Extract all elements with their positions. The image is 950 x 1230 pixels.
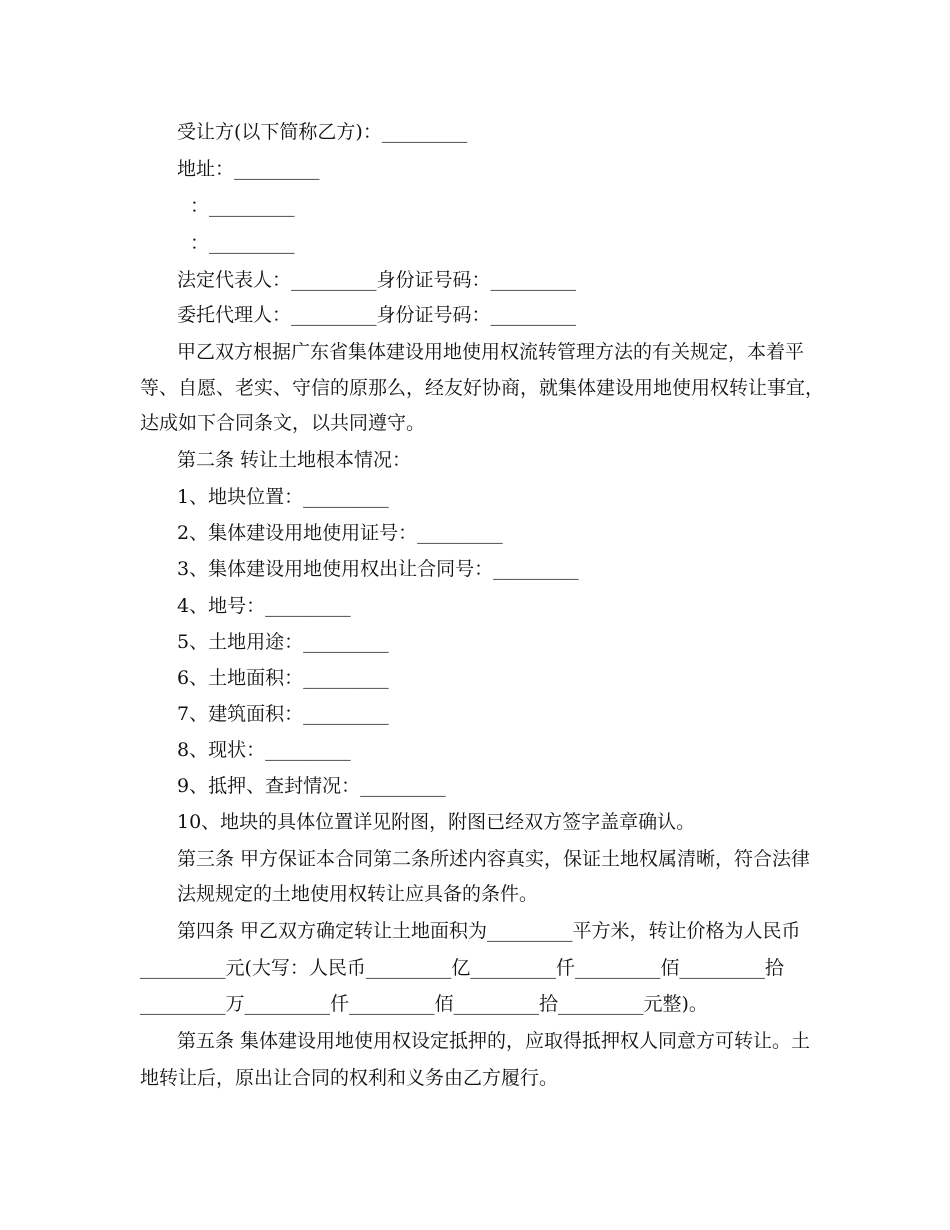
blank-field-line: ：_________ xyxy=(190,232,295,254)
list-item: 7、建筑面积：_________ xyxy=(177,703,389,725)
article-paragraph-line: 第四条 甲乙双方确定转让土地面积为_________平方米，转让价格为人民币 xyxy=(177,920,801,942)
article-paragraph-line: _________元(大写：人民币_________亿_________仟_________佰_________拾 xyxy=(140,957,784,979)
article-heading: 第二条 转让土地根本情况： xyxy=(177,449,412,471)
list-item: 1、地块位置：_________ xyxy=(177,486,389,508)
paragraph-line: 等、自愿、老实、守信的原那么，经友好协商，就集体建设用地使用权转让事宜， xyxy=(140,377,825,399)
article-paragraph-line: 第五条 集体建设用地使用权设定抵押的，应取得抵押权人同意方可转让。土 xyxy=(177,1030,811,1052)
list-item: 4、地号：_________ xyxy=(177,595,351,617)
list-item: 6、土地面积：_________ xyxy=(177,667,389,689)
list-item: 5、土地用途：_________ xyxy=(177,631,389,653)
article-paragraph-line: 地转让后，原出让合同的权利和义务由乙方履行。 xyxy=(140,1067,559,1089)
list-item: 10、地块的具体位置详见附图，附图已经双方签字盖章确认。 xyxy=(177,811,696,833)
list-item: 2、集体建设用地使用证号：_________ xyxy=(177,522,503,544)
list-item: 8、现状：_________ xyxy=(177,739,351,761)
transferee-line: 受让方(以下简称乙方)：_________ xyxy=(177,121,468,143)
authorized-agent-line: 委托代理人：_________身份证号码：_________ xyxy=(177,304,577,326)
blank-field-line: ：_________ xyxy=(190,195,295,217)
paragraph-line: 甲乙双方根据广东省集体建设用地使用权流转管理方法的有关规定，本着平 xyxy=(177,341,805,363)
list-item: 9、抵押、查封情况：_________ xyxy=(177,775,446,797)
article-paragraph-line: _________万_________仟_________佰_________拾_________元整)。 xyxy=(140,993,708,1015)
article-paragraph-line: 第三条 甲方保证本合同第二条所述内容真实，保证土地权属清晰，符合法律 xyxy=(177,848,811,870)
article-paragraph-line: 法规规定的土地使用权转让应具备的条件。 xyxy=(177,883,539,905)
paragraph-line: 达成如下合同条文，以共同遵守。 xyxy=(140,412,426,434)
list-item: 3、集体建设用地使用权出让合同号：_________ xyxy=(177,558,579,580)
legal-representative-line: 法定代表人：_________身份证号码：_________ xyxy=(177,269,577,291)
address-line: 地址：_________ xyxy=(177,158,320,180)
